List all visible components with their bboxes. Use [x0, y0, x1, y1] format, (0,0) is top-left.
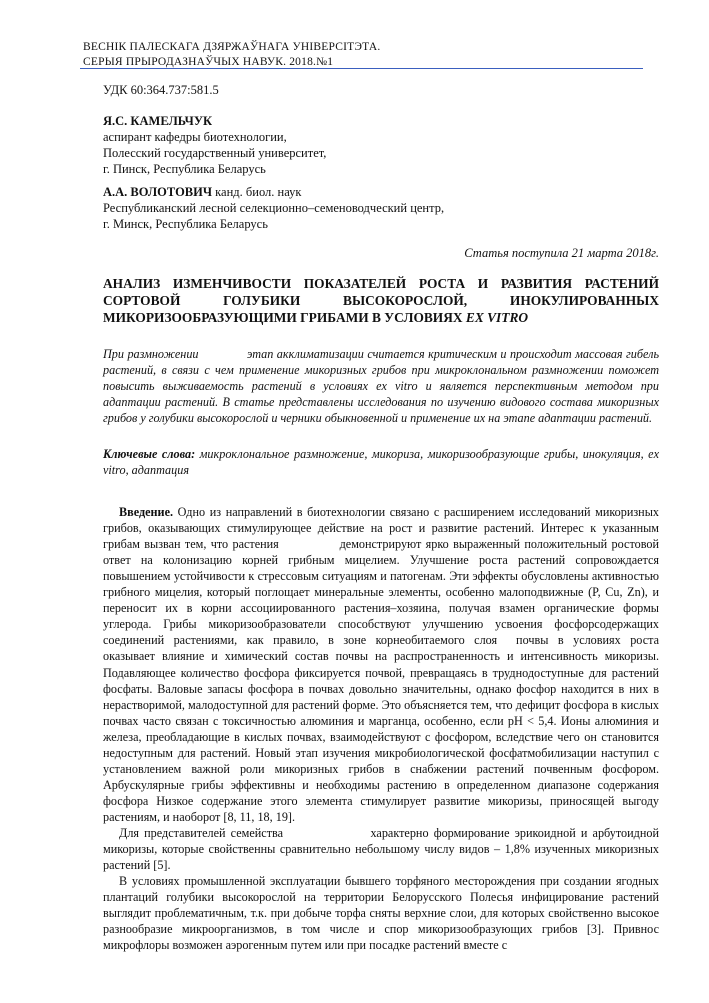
- received-date: Статья поступила 21 марта 2018г.: [464, 246, 659, 260]
- author-2-affil-2: г. Минск, Республика Беларусь: [103, 217, 268, 231]
- keywords: [103, 446, 659, 478]
- udc-code: УДК 60:364.737:581.5: [103, 83, 219, 97]
- author-1: [103, 113, 659, 177]
- author-2: [103, 184, 659, 232]
- journal-title-line-2: СЕРЫЯ ПРЫРОДАЗНАЎЧЫХ НАВУК. 2018.№1: [83, 56, 334, 68]
- keywords-text: микроклональное размножение, микориза, микоризообразующие грибы, инокуляция, ex vitro, адаптация: [103, 447, 659, 477]
- paragraph-intro: [103, 504, 702, 825]
- paragraph-2: Для представителей семейства характерно формирование эрикоидной и арбутоидной микоризы, которые свойственны сравнительно небольшому числу видов – 1,8% изученных микоризных растений [5].: [103, 825, 663, 873]
- article-title-main: АНАЛИЗ ИЗМЕНЧИВОСТИ ПОКАЗАТЕЛЕЙ РОСТА И РАЗВИТИЯ РАСТЕНИЙ СОРТОВОЙ ГОЛУБИКИ ВЫСОКОРОСЛОЙ, ИНОКУЛИРОВАННЫХ МИКОРИЗООБРАЗУЮЩИМИ ГРИБАМИ В УСЛОВИЯХ: [103, 276, 659, 325]
- paragraph-3: В условиях промышленной эксплуатации бывшего торфяного месторождения при создании ягодных плантаций голубики высокорослой на территории Белорусского Полесья инфицирование растений выглядит проблематичным, т.к. при добыче торфа сняты верхние слои, для которых свойственно высокое разнообразие микроорганизмов, в том числе и спор микоризообразующих грибов [3]. Привнос микрофлоры возможен аэрогенным путем или при посадке растений вместе с: [103, 874, 663, 953]
- journal-header: [83, 40, 493, 70]
- intro-label: Введение.: [119, 505, 174, 520]
- article-title: [103, 275, 659, 326]
- header-rule: [80, 68, 643, 69]
- journal-title-line-1: ВЕСНІК ПАЛЕСКАГА ДЗЯРЖАЎНАГА УНІВЕРСІТЭТА.: [83, 41, 381, 53]
- body-text: [103, 488, 702, 985]
- article-title-italic: EX VITRO: [465, 310, 529, 325]
- author-2-affil-1: Республиканский лесной селекционно–семеноводческий центр,: [103, 201, 445, 215]
- author-1-affil-1: аспирант кафедры биотехнологии,: [103, 130, 287, 144]
- abstract: При размножении этап акклиматизации считается критическим и происходит массовая гибель растений, в связи с чем применение микоризных грибов при микроклональном размножении поможет повысить выживаемость растений в условиях ex vitro и является перспективным методом при адаптации растений. В статье представлены исследования по изучению видового состава микоризных грибов у голубики высокорослой и черники обыкновенной и применение их на этапе адаптации растений.: [103, 347, 663, 425]
- keywords-label: Ключевые слова:: [103, 447, 196, 461]
- author-2-degree: канд. биол. наук: [215, 185, 302, 199]
- author-1-affil-3: г. Пинск, Республика Беларусь: [103, 162, 266, 176]
- paragraph-1: Одно из направлений в биотехнологии связано с расширением исследований микоризных грибов, оказывающих стимулирующее действие на рост и развитие растений. Интерес к указанным грибам вызван тем, что растения демонстрируют ярко выраженный положительный ростовой ответ на колонизацию корней грибным мицелием. Улучшение роста растений сопровождается повышением устойчивости к стрессовым ситуациям и патогенам. Эти эффекты обусловлены активностью грибного мицелия, который поглощает минеральные элементы, особенно малоподвижные (P, Cu, Zn), и переносит их в корни ассоциированного растения–хозяина, получая взамен органические формы углерода. Грибы микоризообразователи способствуют улучшению усвоения фосфорсодержащих соединений растениями, как правило, в зоне корнеобитаемого слоя почвы в условиях роста оказывает влияние и химический состав почвы на распространенность и интенсивность микоризы. Подавляющее количество фосфора фиксируется почвой, превращаясь в труднодоступные для растений фосфаты. Валовые запасы фосфора в почвах довольно значительны, однако фосфор находится в них в нерастворимой, малодоступной для растений форме. Это объясняется тем, что дефицит фосфора в кислых почвах часто связан с токсичностью алюминия и марганца, особенно, если pH < 5,4. Ионы алюминия и железа, преобладающие в кислых почвах, взаимодействуют с фосфором, вследствие чего он становится недоступным для растений. Новый этап изучения микробиологической фосфатмобилизации наступил с установлением важной роли микоризных грибов в снабжении растений почвенным фосфором. Арбускулярные грибы эффективны и необходимы растению в определенном диапазоне содержания фосфора Низкое содержание этого элемента стимулирует развитие микоризы, приносящей выгоду растениям, и наоборот [8, 11, 18, 19].: [103, 505, 702, 824]
- author-1-name: Я.С. КАМЕЛЬЧУК: [103, 114, 213, 128]
- author-1-affil-2: Полесский государственный университет,: [103, 146, 327, 160]
- author-2-name: А.А. ВОЛОТОВИЧ: [103, 185, 213, 199]
